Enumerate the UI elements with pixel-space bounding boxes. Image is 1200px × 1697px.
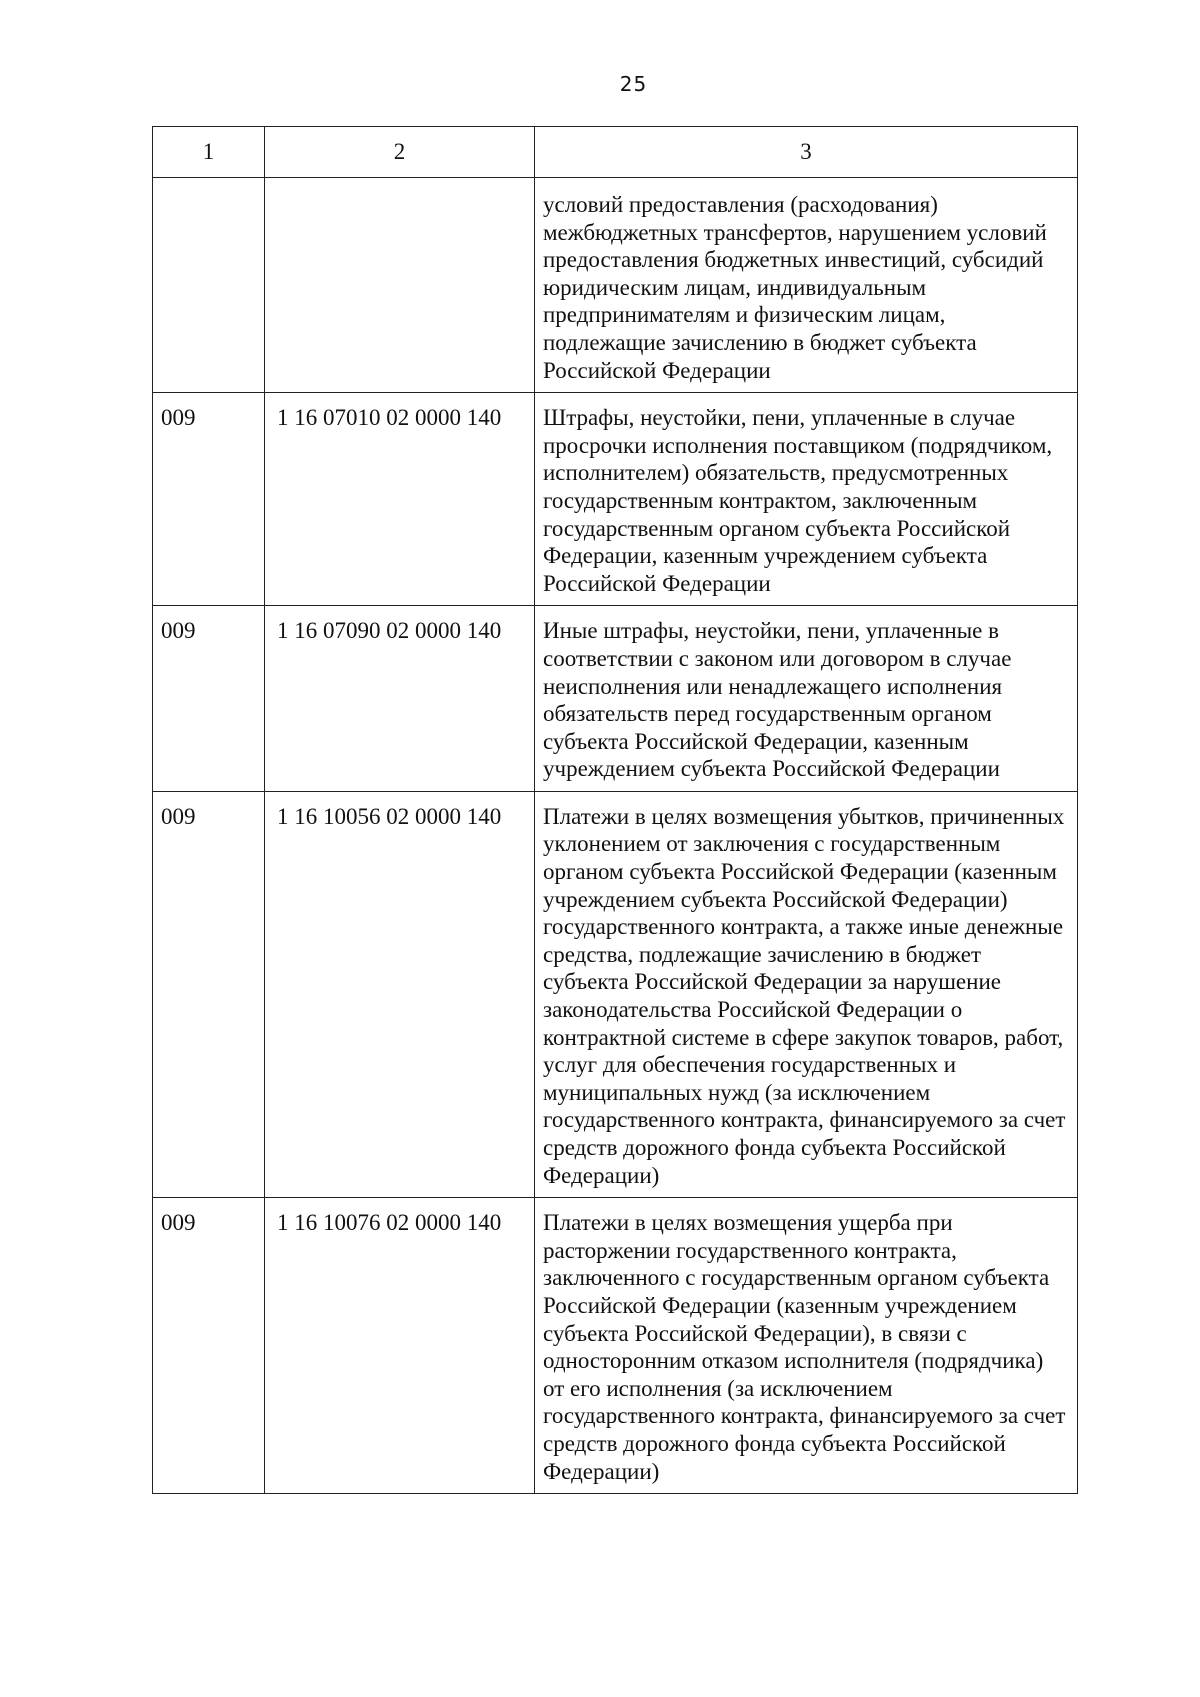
table-row	[153, 791, 1078, 1197]
admin-code-cell	[153, 178, 265, 393]
budget-code-cell: 1 16 07010 02 0000 140	[265, 393, 535, 606]
column-header-2: 2	[265, 127, 535, 178]
budget-code-cell	[265, 178, 535, 393]
description-cell: Платежи в целях возмещения ущерба при расторжении государственного контракта, заключенного с государственным органом субъекта Российской Федерации (казенным учреждением субъекта Российской Федерации), в связи с односторонним отказом исполнителя (подрядчика) от его исполнения (за исключением государственного контракта, финансируемого за счет средств дорожного фонда субъекта Российской Федерации)	[535, 1198, 1078, 1494]
description-cell: Платежи в целях возмещения убытков, причиненных уклонением от заключения с государственным органом субъекта Российской Федерации (казенным учреждением субъекта Российской Федерации) государственного контракта, а также иные денежные средства, подлежащие зачислению в бюджет субъекта Российской Федерации за нарушение законодательства Российской Федерации о контрактной системе в сфере закупок товаров, работ, услуг для обеспечения государственных и муниципальных нужд (за исключением государственного контракта, финансируемого за счет средств дорожного фонда субъекта Российской Федерации)	[535, 791, 1078, 1197]
admin-code-cell: 009	[153, 1198, 265, 1494]
budget-code-cell: 1 16 10076 02 0000 140	[265, 1198, 535, 1494]
column-header-1: 1	[153, 127, 265, 178]
description-cell: условий предоставления (расходования) межбюджетных трансфертов, нарушением условий предоставления бюджетных инвестиций, субсидий юридическим лицам, индивидуальным предпринимателям и физическим лицам, подлежащие зачислению в бюджет субъекта Российской Федерации	[535, 178, 1078, 393]
budget-codes-table	[152, 126, 1078, 1494]
table-header-row	[153, 127, 1078, 178]
description-cell: Иные штрафы, неустойки, пени, уплаченные в соответствии с законом или договором в случае неисполнения или ненадлежащего исполнения обязательств перед государственным органом субъекта Российской Федерации, казенным учреждением субъекта Российской Федерации	[535, 606, 1078, 792]
column-header-3: 3	[535, 127, 1078, 178]
table-row	[153, 393, 1078, 606]
budget-code-cell: 1 16 07090 02 0000 140	[265, 606, 535, 792]
description-cell: Штрафы, неустойки, пени, уплаченные в случае просрочки исполнения поставщиком (подрядчиком, исполнителем) обязательств, предусмотренных государственным контрактом, заключенным государственным органом субъекта Российской Федерации, казенным учреждением субъекта Российской Федерации	[535, 393, 1078, 606]
table-row	[153, 606, 1078, 792]
admin-code-cell: 009	[153, 791, 265, 1197]
table-row	[153, 1198, 1078, 1494]
page-number: 25	[619, 72, 648, 96]
budget-code-cell: 1 16 10056 02 0000 140	[265, 791, 535, 1197]
table-row	[153, 178, 1078, 393]
admin-code-cell: 009	[153, 393, 265, 606]
admin-code-cell: 009	[153, 606, 265, 792]
